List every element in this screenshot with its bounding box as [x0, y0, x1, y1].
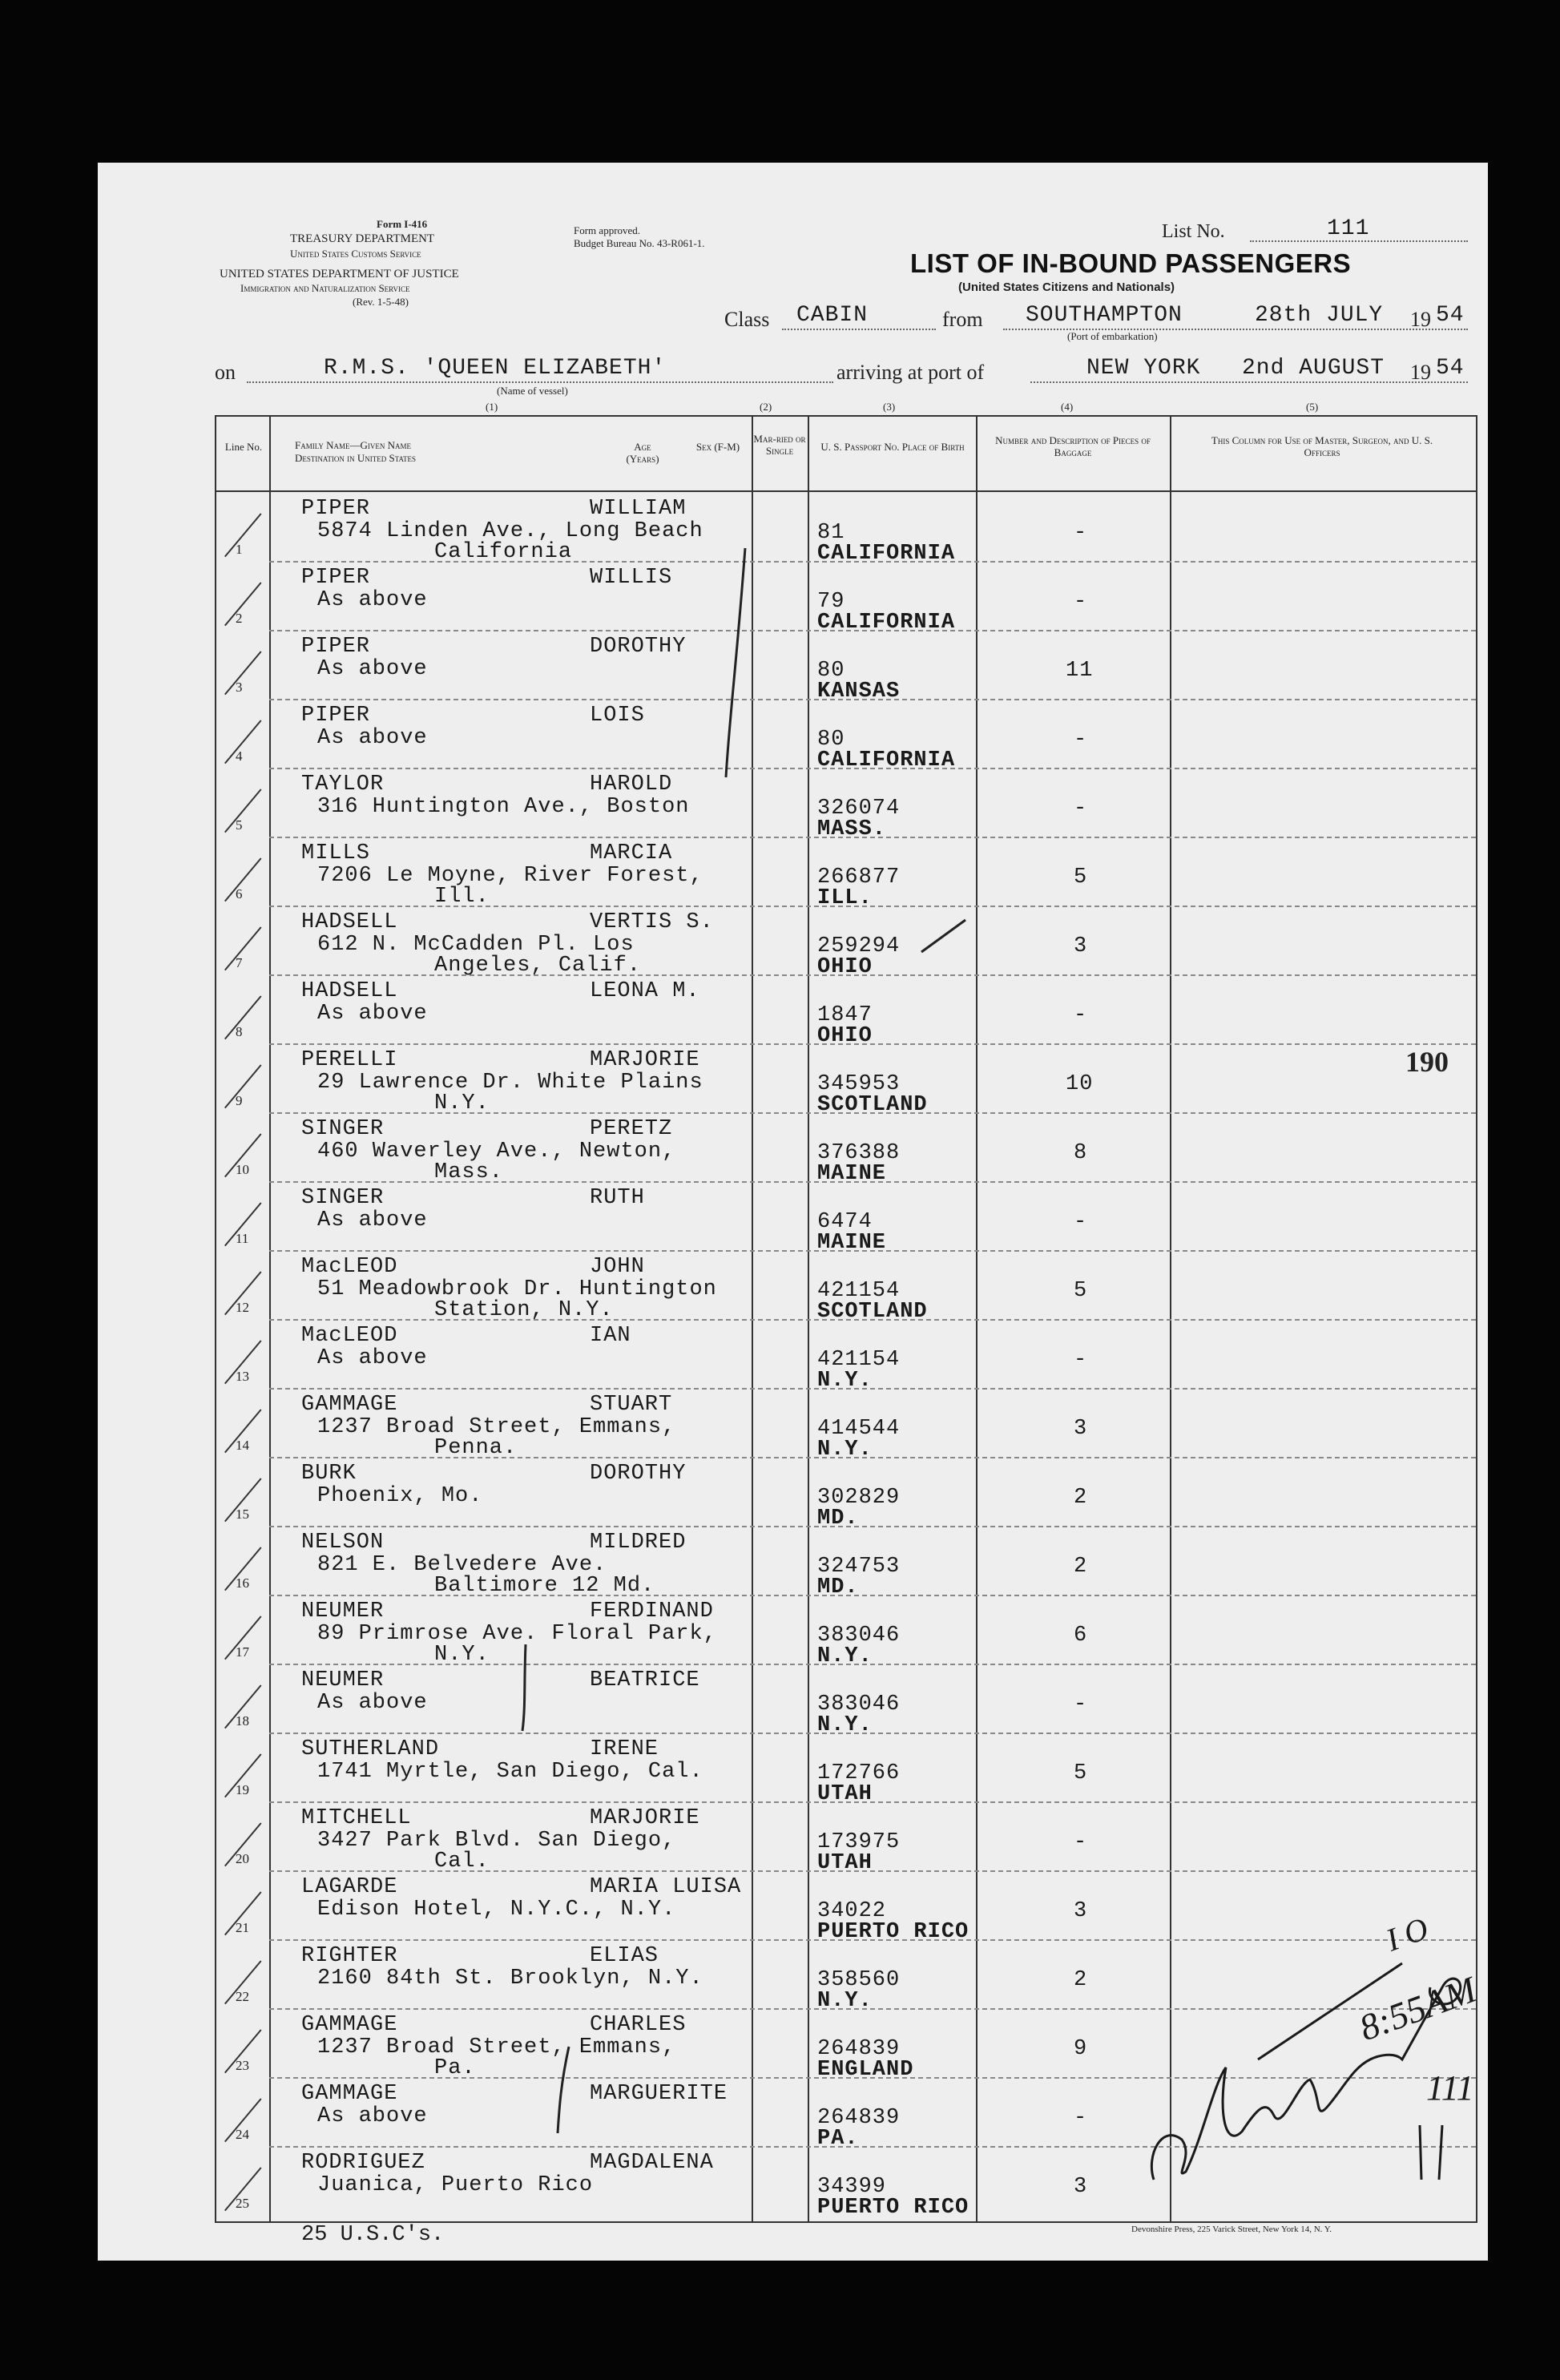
column-header-line-no: Line No.: [224, 441, 263, 453]
given-name: BEATRICE: [590, 1668, 700, 1692]
from-label: from: [942, 308, 983, 331]
baggage-count: 2: [1074, 1555, 1088, 1579]
arriving-label: arriving at port of: [836, 361, 985, 384]
printer-credit: Devonshire Press, 225 Varick Street, New York 14, N. Y.: [1131, 2225, 1332, 2234]
given-name: STUART: [590, 1393, 673, 1417]
given-name: IAN: [590, 1324, 631, 1348]
baggage-count: 6: [1074, 1624, 1088, 1648]
destination-line-1: Edison Hotel, N.Y.C., N.Y.: [317, 1898, 676, 1922]
line-number: 3: [236, 680, 243, 695]
birthplace: CALIFORNIA: [817, 748, 956, 772]
destination-line-1: 51 Meadowbrook Dr. Huntington: [317, 1277, 717, 1301]
birthplace: PA.: [817, 2127, 859, 2151]
baggage-count: 8: [1074, 1141, 1088, 1165]
family-name: GAMMAGE: [301, 1393, 398, 1417]
family-name: MacLEOD: [301, 1324, 398, 1348]
given-name: WILLIS: [590, 566, 673, 590]
destination-line-2: California: [434, 540, 573, 564]
line-number: 19: [236, 1782, 249, 1797]
line-number: 5: [236, 817, 243, 833]
list-no-label: List No.: [1162, 221, 1225, 242]
destination-line-1: As above: [317, 1346, 428, 1370]
family-name: BURK: [301, 1462, 357, 1486]
given-name: WILLIAM: [590, 497, 687, 521]
passport-number: 259294: [817, 934, 901, 958]
destination-line-1: 2160 84th St. Brooklyn, N.Y.: [317, 1967, 703, 1991]
column-header-baggage: Number and Description of Pieces of Baggage: [995, 434, 1151, 458]
destination-line-2: Penna.: [434, 1436, 518, 1460]
passport-number: 266877: [817, 865, 901, 889]
birthplace: PUERTO RICO: [817, 2196, 969, 2220]
column-header-passport: U. S. Passport No. Place of Birth: [820, 441, 965, 453]
vessel-caption: (Name of vessel): [497, 385, 568, 397]
family-name: LAGARDE: [301, 1875, 398, 1899]
family-name: TAYLOR: [301, 772, 385, 797]
destination-line-2: Baltimore 12 Md.: [434, 1574, 655, 1598]
passport-number: 264839: [817, 2106, 901, 2130]
family-name: NELSON: [301, 1531, 385, 1555]
given-name: LEONA M.: [590, 979, 700, 1003]
family-name: PIPER: [301, 566, 371, 590]
passport-number: 326074: [817, 797, 901, 821]
class-value: CABIN: [796, 303, 869, 328]
given-name: MILDRED: [590, 1531, 687, 1555]
embarkation-port: SOUTHAMPTON: [1026, 303, 1183, 328]
baggage-count: -: [1074, 1692, 1088, 1716]
passport-number: 1847: [817, 1003, 873, 1027]
destination-line-1: Phoenix, Mo.: [317, 1484, 483, 1508]
given-name: MARGUERITE: [590, 2082, 728, 2106]
line-number: 11: [236, 1231, 249, 1246]
on-label: on: [215, 361, 236, 384]
baggage-count: -: [1074, 590, 1088, 614]
given-name: PERETZ: [590, 1117, 673, 1141]
year-prefix: 19: [1410, 361, 1431, 384]
passenger-table: [215, 415, 1481, 2223]
given-name: MARIA LUISA: [590, 1875, 742, 1899]
birthplace: ENGLAND: [817, 2058, 914, 2082]
destination-line-1: 5874 Linden Ave., Long Beach: [317, 519, 703, 543]
passport-number: 421154: [817, 1348, 901, 1372]
birthplace: MAINE: [817, 1231, 887, 1255]
line-number: 1: [236, 542, 243, 557]
passport-number: 173975: [817, 1830, 901, 1854]
given-name: MAGDALENA: [590, 2151, 714, 2175]
immigration-label: Immigration and Naturalization Service: [240, 282, 410, 294]
officer-number: 190: [1405, 1046, 1449, 1078]
birthplace: N.Y.: [817, 1644, 873, 1668]
destination-line-1: As above: [317, 1002, 428, 1026]
destination-line-2: N.Y.: [434, 1091, 490, 1115]
line-number: 9: [236, 1093, 243, 1108]
baggage-count: -: [1074, 521, 1088, 545]
passport-number: 414544: [817, 1417, 901, 1441]
birthplace: KANSAS: [817, 680, 901, 704]
passport-number: 324753: [817, 1555, 901, 1579]
birthplace: CALIFORNIA: [817, 542, 956, 566]
baggage-count: 3: [1074, 2175, 1088, 2199]
passport-number: 376388: [817, 1141, 901, 1165]
form-number: Form I-416: [377, 218, 428, 230]
destination-line-2: N.Y.: [434, 1643, 490, 1667]
line-number: 12: [236, 1300, 249, 1315]
baggage-count: 5: [1074, 1761, 1088, 1785]
baggage-count: 10: [1066, 1072, 1094, 1096]
destination-line-1: 612 N. McCadden Pl. Los: [317, 933, 635, 957]
page-title: LIST OF IN-BOUND PASSENGERS: [910, 248, 1352, 278]
list-number: 111: [1327, 216, 1370, 241]
family-name: MacLEOD: [301, 1255, 398, 1279]
birthplace: SCOTLAND: [817, 1093, 928, 1117]
destination-line-1: 1741 Myrtle, San Diego, Cal.: [317, 1760, 703, 1784]
destination-line-1: As above: [317, 1691, 428, 1715]
passport-number: 80: [817, 659, 845, 683]
approved-label: Form approved.: [574, 224, 641, 236]
destination-line-1: Juanica, Puerto Rico: [317, 2173, 594, 2197]
column-header-family: Family Name—Given Name: [295, 439, 411, 451]
birthplace: ILL.: [817, 886, 873, 910]
line-number: 15: [236, 1507, 249, 1522]
family-name: RIGHTER: [301, 1944, 398, 1968]
given-name: MARJORIE: [590, 1806, 700, 1830]
arrival-port: NEW YORK: [1086, 356, 1201, 381]
birthplace: OHIO: [817, 1024, 873, 1048]
column-number-1: (1): [486, 401, 498, 413]
baggage-count: 3: [1074, 1417, 1088, 1441]
given-name: CHARLES: [590, 2013, 687, 2037]
destination-line-2: Ill.: [434, 885, 490, 909]
baggage-count: -: [1074, 728, 1088, 752]
destination-line-1: 3427 Park Blvd. San Diego,: [317, 1829, 676, 1853]
passport-number: 421154: [817, 1279, 901, 1303]
arrival-date: 2nd AUGUST: [1242, 356, 1385, 381]
column-number-5: (5): [1306, 401, 1319, 413]
birthplace: N.Y.: [817, 1989, 873, 2013]
family-name: PIPER: [301, 635, 371, 659]
passport-number: 345953: [817, 1072, 901, 1096]
family-name: MITCHELL: [301, 1806, 412, 1830]
family-name: PIPER: [301, 497, 371, 521]
line-number: 24: [236, 2127, 249, 2142]
column-number-3: (3): [883, 401, 896, 413]
destination-line-1: As above: [317, 657, 428, 681]
embarkation-year: 54: [1436, 303, 1465, 328]
justice-label: UNITED STATES DEPARTMENT OF JUSTICE: [220, 268, 459, 280]
birthplace: N.Y.: [817, 1438, 873, 1462]
family-name: SINGER: [301, 1186, 385, 1210]
line-number: 23: [236, 2058, 249, 2073]
column-header-married: Mar-ried or Single: [753, 433, 806, 457]
given-name: RUTH: [590, 1186, 645, 1210]
destination-line-2: Station, N.Y.: [434, 1298, 614, 1322]
birthplace: SCOTLAND: [817, 1300, 928, 1324]
line-number: 14: [236, 1438, 249, 1453]
baggage-count: 3: [1074, 1899, 1088, 1923]
handwritten-count: 111: [1426, 2068, 1474, 2108]
destination-line-1: 821 E. Belvedere Ave.: [317, 1553, 607, 1577]
destination-line-2: Cal.: [434, 1850, 490, 1874]
passport-number: 302829: [817, 1486, 901, 1510]
handwritten-io: I O: [1381, 1910, 1433, 1958]
family-name: MILLS: [301, 841, 371, 865]
birthplace: MD.: [817, 1507, 859, 1531]
baggage-count: -: [1074, 1348, 1088, 1372]
destination-line-1: 460 Waverley Ave., Newton,: [317, 1140, 676, 1164]
baggage-count: 2: [1074, 1486, 1088, 1510]
baggage-count: 9: [1074, 2037, 1088, 2061]
birthplace: MD.: [817, 1575, 859, 1599]
family-name: HADSELL: [301, 979, 398, 1003]
line-number: 8: [236, 1024, 243, 1039]
passport-number: 358560: [817, 1968, 901, 1992]
baggage-count: 3: [1074, 934, 1088, 958]
birthplace: MASS.: [817, 817, 887, 841]
column-number-2: (2): [760, 401, 772, 413]
line-number: 4: [236, 748, 243, 764]
destination-line-1: 29 Lawrence Dr. White Plains: [317, 1071, 703, 1095]
family-name: NEUMER: [301, 1599, 385, 1624]
destination-line-1: 89 Primrose Ave. Floral Park,: [317, 1622, 717, 1646]
line-number: 17: [236, 1644, 249, 1660]
budget-label: Budget Bureau No. 43-R061-1.: [574, 237, 705, 249]
birthplace: N.Y.: [817, 1369, 873, 1393]
baggage-count: -: [1074, 2106, 1088, 2130]
passport-number: 80: [817, 728, 845, 752]
passport-number: 264839: [817, 2037, 901, 2061]
arrival-year: 54: [1436, 356, 1465, 381]
birthplace: CALIFORNIA: [817, 611, 956, 635]
family-name: NEUMER: [301, 1668, 385, 1692]
baggage-count: 2: [1074, 1968, 1088, 1992]
destination-line-1: 7206 Le Moyne, River Forest,: [317, 864, 703, 888]
destination-line-2: Pa.: [434, 2056, 476, 2080]
port-caption: (Port of embarkation): [1067, 330, 1158, 342]
destination-line-2: Angeles, Calif.: [434, 954, 642, 978]
baggage-count: -: [1074, 1210, 1088, 1234]
destination-line-1: As above: [317, 1208, 428, 1232]
baggage-count: -: [1074, 797, 1088, 821]
baggage-count: -: [1074, 1003, 1088, 1027]
line-number: 18: [236, 1713, 249, 1729]
passport-number: 383046: [817, 1624, 901, 1648]
given-name: DOROTHY: [590, 635, 687, 659]
birthplace: UTAH: [817, 1782, 873, 1806]
passport-number: 81: [817, 521, 845, 545]
destination-line-1: As above: [317, 2104, 428, 2128]
line-number: 6: [236, 886, 243, 902]
family-name: RODRIGUEZ: [301, 2151, 425, 2175]
line-number: 2: [236, 611, 243, 626]
passport-number: 383046: [817, 1692, 901, 1716]
line-number: 7: [236, 955, 243, 970]
line-number: 16: [236, 1575, 249, 1591]
family-name: PIPER: [301, 704, 371, 728]
family-name: PERELLI: [301, 1048, 398, 1072]
baggage-count: 5: [1074, 1279, 1088, 1303]
line-number: 22: [236, 1989, 249, 2004]
passport-number: 79: [817, 590, 845, 614]
destination-line-1: As above: [317, 726, 428, 750]
inspector-signature: [1138, 1939, 1474, 2212]
family-name: SINGER: [301, 1117, 385, 1141]
handwritten-time: 8:55AM: [1353, 1968, 1481, 2049]
revision-label: (Rev. 1-5-48): [353, 296, 409, 308]
passport-number: 172766: [817, 1761, 901, 1785]
given-name: HAROLD: [590, 772, 673, 797]
family-name: HADSELL: [301, 910, 398, 934]
embarkation-date: 28th JULY: [1255, 303, 1384, 328]
column-header-officers: This Column for Use of Master, Surgeon, and U. S. Officers: [1211, 434, 1433, 458]
birthplace: PUERTO RICO: [817, 1920, 969, 1944]
given-name: LOIS: [590, 704, 645, 728]
column-number-4: (4): [1061, 401, 1074, 413]
destination-line-1: 1237 Broad Street, Emmans,: [317, 2035, 676, 2059]
column-header-sex: Sex (F-M): [695, 441, 740, 453]
given-name: JOHN: [590, 1255, 645, 1279]
family-name: SUTHERLAND: [301, 1737, 440, 1761]
family-name: GAMMAGE: [301, 2013, 398, 2037]
line-number: 25: [236, 2196, 249, 2211]
passport-number: 34022: [817, 1899, 887, 1923]
family-name: GAMMAGE: [301, 2082, 398, 2106]
baggage-count: 5: [1074, 865, 1088, 889]
destination-line-1: 1237 Broad Street, Emmans,: [317, 1415, 676, 1439]
given-name: MARCIA: [590, 841, 673, 865]
destination-line-1: 316 Huntington Ave., Boston: [317, 795, 690, 819]
class-label: Class: [724, 308, 770, 331]
line-number: 21: [236, 1920, 249, 1935]
customs-label: United States Customs Service: [290, 248, 421, 260]
given-name: DOROTHY: [590, 1462, 687, 1486]
treasury-label: TREASURY DEPARTMENT: [290, 232, 435, 245]
birthplace: OHIO: [817, 955, 873, 979]
given-name: IRENE: [590, 1737, 659, 1761]
column-header-destination: Destination in United States: [295, 452, 417, 464]
line-number: 13: [236, 1369, 249, 1384]
line-number: 20: [236, 1851, 249, 1866]
baggage-count: 11: [1066, 659, 1094, 683]
page-subtitle: (United States Citizens and Nationals): [958, 280, 1175, 294]
birthplace: UTAH: [817, 1851, 873, 1875]
year-prefix: 19: [1410, 308, 1431, 331]
destination-line-1: As above: [317, 588, 428, 612]
birthplace: N.Y.: [817, 1713, 873, 1737]
column-header-age: Age (Years): [626, 441, 659, 465]
passport-number: 6474: [817, 1210, 873, 1234]
birthplace: MAINE: [817, 1162, 887, 1186]
given-name: ELIAS: [590, 1944, 659, 1968]
destination-line-2: Mass.: [434, 1160, 504, 1184]
given-name: MARJORIE: [590, 1048, 700, 1072]
given-name: FERDINAND: [590, 1599, 714, 1624]
passport-number: 34399: [817, 2175, 887, 2199]
baggage-count: -: [1074, 1830, 1088, 1854]
vessel-name: R.M.S. 'QUEEN ELIZABETH': [324, 356, 667, 381]
line-number: 10: [236, 1162, 249, 1177]
given-name: VERTIS S.: [590, 910, 714, 934]
citizen-total: 25 U.S.C's.: [301, 2223, 445, 2247]
